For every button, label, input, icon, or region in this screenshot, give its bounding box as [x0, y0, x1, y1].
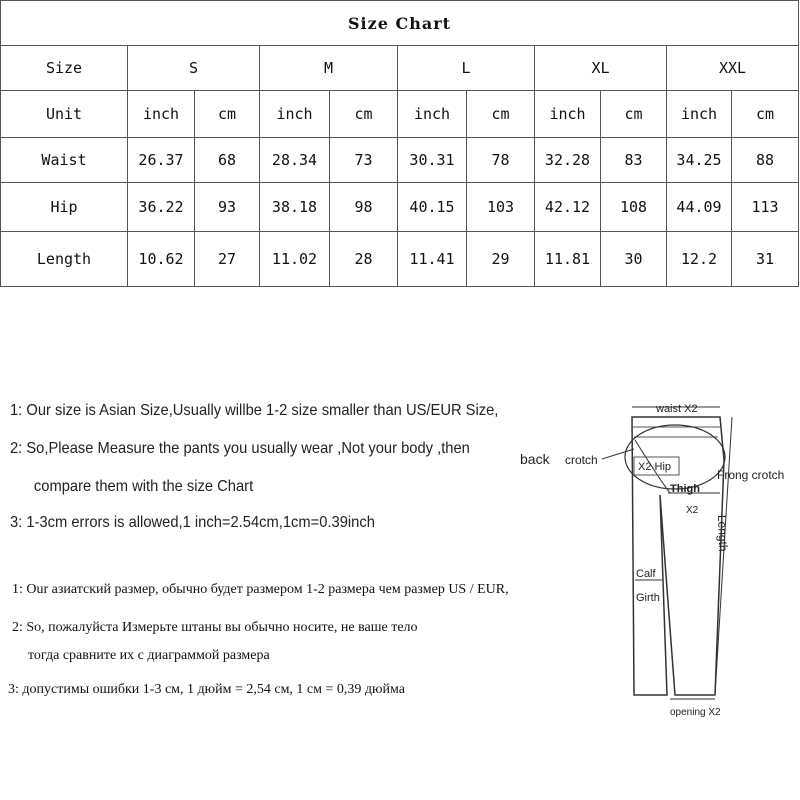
unit-cell: cm [195, 91, 260, 138]
label-front-crotch: Frong crotch [717, 468, 785, 482]
label-length: Length [715, 514, 731, 552]
table-cell: 98 [330, 183, 398, 232]
table-cell: 27 [195, 232, 260, 287]
row-label: Hip [1, 183, 128, 232]
size-chart-table [0, 0, 799, 287]
table-title: Size Chart [1, 1, 799, 46]
table-cell: 32.28 [535, 138, 601, 183]
table-cell: 30.31 [398, 138, 467, 183]
pants-measurement-diagram [510, 395, 800, 720]
unit-cell: inch [128, 91, 195, 138]
size-m: M [260, 46, 398, 91]
note-en-1: 1: Our size is Asian Size,Usually willbe 1-2 size smaller than US/EUR Size, [10, 402, 499, 419]
table-cell: 73 [330, 138, 398, 183]
table-cell: 78 [467, 138, 535, 183]
table-cell: 38.18 [260, 183, 330, 232]
label-thigh-x2: X2 [686, 505, 699, 516]
label-thigh: Thigh [670, 483, 700, 495]
table-cell: 34.25 [667, 138, 732, 183]
size-xl: XL [535, 46, 667, 91]
unit-cell: cm [601, 91, 667, 138]
note-ru-2: 2: So, пожалуйста Измерьте штаны вы обычно носите, не ваше тело [12, 620, 418, 635]
label-crotch: crotch [565, 453, 598, 467]
table-row-waist [1, 138, 799, 183]
table-cell: 11.02 [260, 232, 330, 287]
table-cell: 113 [732, 183, 799, 232]
unit-cell: inch [667, 91, 732, 138]
table-cell: 31 [732, 232, 799, 287]
table-cell: 28.34 [260, 138, 330, 183]
note-en-3: 3: 1-3cm errors is allowed,1 inch=2.54cm,1cm=0.39inch [10, 514, 375, 531]
label-calf: Calf [636, 568, 656, 580]
table-cell: 11.81 [535, 232, 601, 287]
table-row-hip [1, 183, 799, 232]
unit-cell: inch [260, 91, 330, 138]
unit-cell: cm [467, 91, 535, 138]
table-cell: 26.37 [128, 138, 195, 183]
unit-cell: inch [535, 91, 601, 138]
table-cell: 36.22 [128, 183, 195, 232]
size-xxl: XXL [667, 46, 799, 91]
size-label: Size [1, 46, 128, 91]
table-cell: 29 [467, 232, 535, 287]
table-cell: 68 [195, 138, 260, 183]
size-row [1, 46, 799, 91]
note-en-2: 2: So,Please Measure the pants you usually wear ,Not your body ,then [10, 440, 470, 457]
label-opening: opening X2 [670, 707, 721, 718]
unit-cell: inch [398, 91, 467, 138]
size-s: S [128, 46, 260, 91]
unit-label: Unit [1, 91, 128, 138]
note-ru-2b: тогда сравните их с диаграммой размера [28, 648, 270, 663]
size-l: L [398, 46, 535, 91]
table-cell: 108 [601, 183, 667, 232]
note-ru-1: 1: Our азиатский размер, обычно будет размером 1-2 размера чем размер US / EUR, [12, 582, 509, 597]
label-waist: waist X2 [656, 403, 698, 415]
unit-cell: cm [732, 91, 799, 138]
unit-row [1, 91, 799, 138]
row-label: Length [1, 232, 128, 287]
pants-outline [632, 417, 724, 695]
table-cell: 11.41 [398, 232, 467, 287]
note-en-2b: compare them with the size Chart [33, 478, 254, 495]
label-back: back [520, 451, 550, 467]
label-hip: X2 Hip [638, 461, 672, 473]
table-cell: 93 [195, 183, 260, 232]
table-cell: 40.15 [398, 183, 467, 232]
table-cell: 10.62 [128, 232, 195, 287]
table-cell: 30 [601, 232, 667, 287]
table-cell: 12.2 [667, 232, 732, 287]
unit-cell: cm [330, 91, 398, 138]
table-cell: 103 [467, 183, 535, 232]
table-cell: 42.12 [535, 183, 601, 232]
row-label: Waist [1, 138, 128, 183]
back-crotch-pointer [602, 449, 634, 459]
note-ru-3: 3: допустимы ошибки 1-3 см, 1 дюйм = 2,54 см, 1 см = 0,39 дюйма [8, 682, 405, 697]
label-girth: Girth [636, 592, 660, 604]
table-row-length [1, 232, 799, 287]
table-cell: 44.09 [667, 183, 732, 232]
table-cell: 83 [601, 138, 667, 183]
table-cell: 28 [330, 232, 398, 287]
table-cell: 88 [732, 138, 799, 183]
